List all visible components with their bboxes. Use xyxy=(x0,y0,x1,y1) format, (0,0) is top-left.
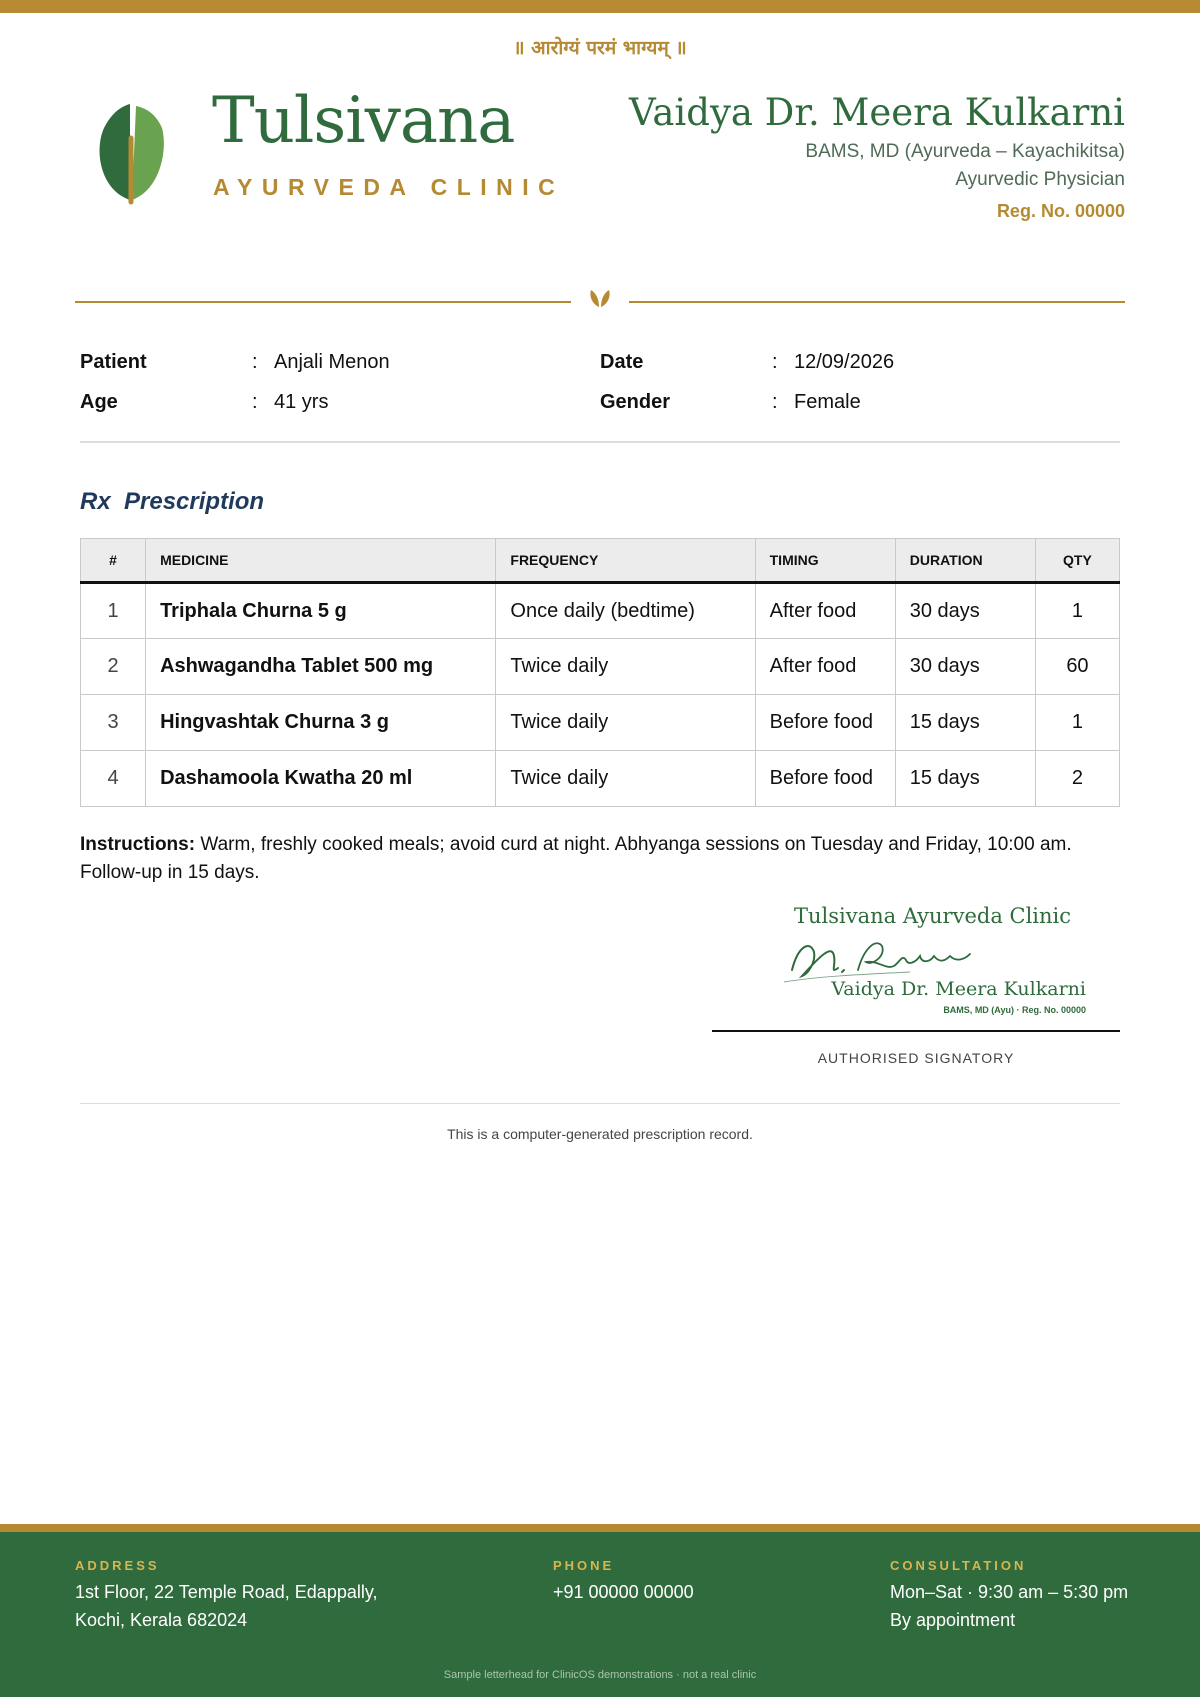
column-header: FREQUENCY xyxy=(496,539,755,583)
table-header-row xyxy=(81,539,1120,583)
footer-address xyxy=(75,1558,378,1629)
column-header: TIMING xyxy=(755,539,895,583)
sanskrit-motto: ॥ आरोग्यं परमं भाग्यम् ॥ xyxy=(513,37,687,59)
doctor-title: Ayurvedic Physician xyxy=(955,168,1125,190)
registration-number: Reg. No. 00000 xyxy=(996,200,1125,221)
signature-line xyxy=(712,1030,1120,1032)
stamp-registration: BAMS, MD (Ayu) · Reg. No. 00000 xyxy=(943,1005,1086,1015)
patient-name-row xyxy=(80,350,147,374)
column-header: MEDICINE xyxy=(146,539,496,583)
instructions-label: Instructions: xyxy=(80,834,196,855)
prescription-heading: Rx Prescription xyxy=(80,488,265,515)
column-header: # xyxy=(81,539,146,583)
computer-generated-note: This is a computer-generated prescription record. xyxy=(447,1126,753,1142)
footer-accent-stripe xyxy=(0,1524,1200,1532)
date-value: 12/09/2026 xyxy=(794,351,895,373)
qty-cell: 1 xyxy=(1035,583,1119,639)
table-row xyxy=(81,751,1120,807)
gender-colon: : xyxy=(772,391,778,413)
address-line: Kochi, Kerala 682024 xyxy=(75,1610,248,1630)
timing-cell: Before food xyxy=(755,695,895,751)
footer-phone xyxy=(553,1558,694,1601)
divider-leaf-icon xyxy=(588,288,612,308)
clinic-brand-subtitle: AYURVEDA CLINIC xyxy=(213,174,565,200)
gender-label: Gender xyxy=(600,391,671,413)
doctor-details xyxy=(565,92,1125,222)
instructions-text: Warm, freshly cooked meals; avoid curd at night. Abhyanga sessions on Tuesday and Friday, 10:00 am. Follow-up in 15 days. xyxy=(80,834,1072,883)
consultation-hours: Mon–Sat · 9:30 am – 5:30 pm xyxy=(890,1582,1129,1602)
qty-cell: 2 xyxy=(1035,751,1119,807)
table-row xyxy=(81,695,1120,751)
address-line: 1st Floor, 22 Temple Road, Edappally, xyxy=(75,1582,378,1602)
address-heading: ADDRESS xyxy=(75,1558,160,1573)
age-label: Age xyxy=(80,391,118,413)
instructions xyxy=(80,831,1130,887)
age-colon: : xyxy=(252,391,258,413)
clinic-stamp xyxy=(780,904,1090,1022)
header-divider-right xyxy=(629,301,1125,303)
date-row xyxy=(600,350,643,374)
patient-info-divider xyxy=(80,441,1120,443)
duration-cell: 15 days xyxy=(895,695,1035,751)
frequency-cell: Twice daily xyxy=(496,639,755,695)
row-number: 2 xyxy=(81,639,146,695)
column-header: DURATION xyxy=(895,539,1035,583)
consultation-heading: CONSULTATION xyxy=(890,1558,1027,1573)
patient-colon: : xyxy=(252,351,258,373)
sample-letterhead-note: Sample letterhead for ClinicOS demonstrations · not a real clinic xyxy=(443,1669,757,1681)
gender-row xyxy=(600,390,670,414)
row-number: 1 xyxy=(81,583,146,639)
duration-cell: 30 days xyxy=(895,583,1035,639)
doctor-qualification: BAMS, MD (Ayurveda – Kayachikitsa) xyxy=(805,140,1125,162)
frequency-cell: Twice daily xyxy=(496,695,755,751)
duration-cell: 30 days xyxy=(895,639,1035,695)
duration-cell: 15 days xyxy=(895,751,1035,807)
patient-name-value: Anjali Menon xyxy=(274,351,390,373)
frequency-cell: Once daily (bedtime) xyxy=(496,583,755,639)
qty-cell: 60 xyxy=(1035,639,1119,695)
top-accent-bar xyxy=(0,0,1200,13)
table-row xyxy=(81,583,1120,639)
footer-consultation xyxy=(890,1558,1128,1629)
frequency-cell: Twice daily xyxy=(496,751,755,807)
timing-cell: Before food xyxy=(755,751,895,807)
age-row xyxy=(80,390,118,414)
stamp-doctor-name: Vaidya Dr. Meera Kulkarni xyxy=(831,978,1086,1000)
age-value: 41 yrs xyxy=(274,391,329,413)
tulsi-leaf-logo-icon xyxy=(92,100,172,210)
medicine-cell: Ashwagandha Tablet 500 mg xyxy=(146,639,496,695)
timing-cell: After food xyxy=(755,583,895,639)
phone-heading: PHONE xyxy=(553,1558,615,1573)
footnote-divider xyxy=(80,1103,1120,1104)
medicine-cell: Hingvashtak Churna 3 g xyxy=(146,695,496,751)
header-divider-left xyxy=(75,301,571,303)
medicine-cell: Triphala Churna 5 g xyxy=(146,583,496,639)
row-number: 4 xyxy=(81,751,146,807)
clinic-brand-name: Tulsivana xyxy=(212,84,515,158)
gender-value: Female xyxy=(794,391,861,413)
qty-cell: 1 xyxy=(1035,695,1119,751)
date-colon: : xyxy=(772,351,778,373)
signatory-caption: AUTHORISED SIGNATORY xyxy=(817,1050,1015,1066)
table-row xyxy=(81,639,1120,695)
doctor-name: Vaidya Dr. Meera Kulkarni xyxy=(629,91,1125,134)
patient-label: Patient xyxy=(80,351,147,373)
row-number: 3 xyxy=(81,695,146,751)
date-label: Date xyxy=(600,351,644,373)
phone-number: +91 00000 00000 xyxy=(553,1582,694,1602)
column-header: QTY xyxy=(1035,539,1119,583)
stamp-clinic-name: Tulsivana Ayurveda Clinic xyxy=(794,904,1072,928)
prescription-table xyxy=(80,538,1120,807)
consultation-note: By appointment xyxy=(890,1610,1016,1630)
timing-cell: After food xyxy=(755,639,895,695)
medicine-cell: Dashamoola Kwatha 20 ml xyxy=(146,751,496,807)
